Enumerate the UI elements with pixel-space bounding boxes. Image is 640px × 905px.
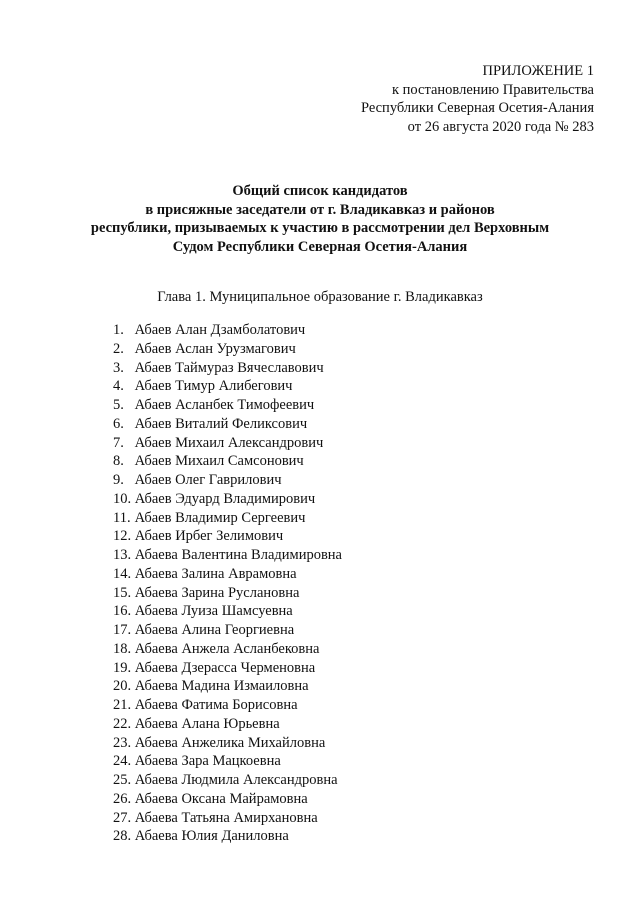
list-item <box>113 752 342 771</box>
list-item-number: 10. <box>113 490 132 507</box>
list-item-number: 9. <box>113 472 124 488</box>
list-item-number: 12. <box>113 528 132 545</box>
list-item <box>113 415 342 434</box>
appendix-date: от 26 августа 2020 года № 283 <box>407 118 594 135</box>
list-item <box>113 809 342 828</box>
list-item-name: Абаев Владимир Сергеевич <box>134 509 306 526</box>
list-item <box>113 584 342 603</box>
list-item <box>113 659 342 678</box>
list-item <box>113 715 342 734</box>
list-item <box>113 790 342 809</box>
list-item-name: Абаева Мадина Измаиловна <box>134 678 309 695</box>
list-item <box>113 677 342 696</box>
appendix-header <box>361 62 594 136</box>
list-item-name: Абаев Михаил Александрович <box>134 434 324 451</box>
list-item <box>113 771 342 790</box>
list-item-number: 6. <box>113 415 124 432</box>
list-item-number: 7. <box>113 434 124 451</box>
list-item-number: 25. <box>113 772 132 788</box>
list-item-number: 20. <box>113 678 132 695</box>
list-item-name: Абаева Алина Георгиевна <box>134 622 295 638</box>
document-title <box>60 182 580 256</box>
list-item-number: 8. <box>113 453 124 470</box>
appendix-title: ПРИЛОЖЕНИЕ 1 <box>482 63 594 79</box>
list-item <box>113 640 342 659</box>
list-item-name: Абаева Дзерасса Черменовна <box>134 659 316 676</box>
title-line: в присяжные заседатели от г. Владикавказ и районов <box>145 201 495 218</box>
list-item <box>113 565 342 584</box>
list-item-number: 3. <box>113 359 124 376</box>
appendix-reference: к постановлению Правительства <box>392 81 594 98</box>
list-item-name: Абаев Алан Дзамболатович <box>134 322 306 338</box>
list-item-number: 28. <box>113 828 132 845</box>
list-item-name: Абаева Валентина Владимировна <box>134 547 342 563</box>
list-item-name: Абаев Виталий Феликсович <box>134 415 308 432</box>
title-line: Общий список кандидатов <box>232 183 408 199</box>
list-item-number: 11. <box>113 509 131 526</box>
list-item-name: Абаев Таймураз Вячеславович <box>134 359 324 376</box>
list-item-name: Абаева Людмила Александровна <box>134 772 338 788</box>
list-item-name: Абаев Асланбек Тимофеевич <box>134 397 315 413</box>
list-item <box>113 359 342 378</box>
list-item <box>113 490 342 509</box>
list-item <box>113 321 342 340</box>
list-item-number: 14. <box>113 565 132 582</box>
list-item-number: 1. <box>113 322 124 338</box>
list-item <box>113 546 342 565</box>
list-item <box>113 396 342 415</box>
list-item <box>113 696 342 715</box>
list-item-name: Абаева Залина Аврамовна <box>134 565 297 582</box>
list-item-number: 18. <box>113 640 132 657</box>
list-item-name: Абаев Михаил Самсонович <box>134 453 304 470</box>
list-item-number: 19. <box>113 659 132 676</box>
candidate-list <box>113 321 342 846</box>
chapter-heading: Глава 1. Муниципальное образование г. Владикавказ <box>157 289 483 305</box>
list-item-name: Абаева Анжелика Михайловна <box>134 734 326 751</box>
list-item-name: Абаев Аслан Урузмагович <box>134 340 296 357</box>
list-item-name: Абаева Анжела Асланбековна <box>134 640 320 657</box>
list-item-number: 27. <box>113 809 132 826</box>
list-item-name: Абаева Зарина Руслановна <box>134 584 300 601</box>
list-item-number: 23. <box>113 734 132 751</box>
list-item-number: 21. <box>113 697 132 713</box>
list-item-name: Абаева Луиза Шамсуевна <box>134 603 293 620</box>
list-item-number: 17. <box>113 622 132 638</box>
list-item-number: 5. <box>113 397 124 413</box>
list-item-name: Абаева Фатима Борисовна <box>134 697 298 713</box>
title-line: Судом Республики Северная Осетия-Алания <box>172 238 468 255</box>
list-item <box>113 434 342 453</box>
list-item <box>113 340 342 359</box>
list-item-name: Абаев Эдуард Владимирович <box>134 490 316 507</box>
list-item <box>113 509 342 528</box>
list-item-name: Абаев Олег Гаврилович <box>134 472 282 488</box>
list-item <box>113 377 342 396</box>
list-item-number: 16. <box>113 603 132 620</box>
list-item-name: Абаева Алана Юрьевна <box>134 715 280 732</box>
list-item <box>113 827 342 846</box>
list-item <box>113 527 342 546</box>
list-item-number: 22. <box>113 715 132 732</box>
list-item <box>113 621 342 640</box>
list-item-name: Абаев Тимур Алибегович <box>134 378 293 395</box>
list-item-name: Абаев Ирбег Зелимович <box>134 528 284 545</box>
list-item-name: Абаева Зара Мацкоевна <box>134 753 281 770</box>
list-item-name: Абаева Оксана Майрамовна <box>134 790 308 807</box>
list-item <box>113 602 342 621</box>
list-item-number: 4. <box>113 378 124 395</box>
list-item <box>113 734 342 753</box>
list-item-number: 2. <box>113 340 124 357</box>
list-item-name: Абаева Юлия Даниловна <box>134 828 289 845</box>
list-item-number: 24. <box>113 753 132 770</box>
list-item-name: Абаева Татьяна Амирхановна <box>134 809 318 826</box>
list-item-number: 13. <box>113 547 132 563</box>
list-item-number: 15. <box>113 584 132 601</box>
title-line: республики, призываемых к участию в рассмотрении дел Верховным <box>90 220 550 236</box>
list-item <box>113 471 342 490</box>
appendix-government: Республики Северная Осетия-Алания <box>360 100 594 116</box>
list-item-number: 26. <box>113 790 132 807</box>
list-item <box>113 452 342 471</box>
